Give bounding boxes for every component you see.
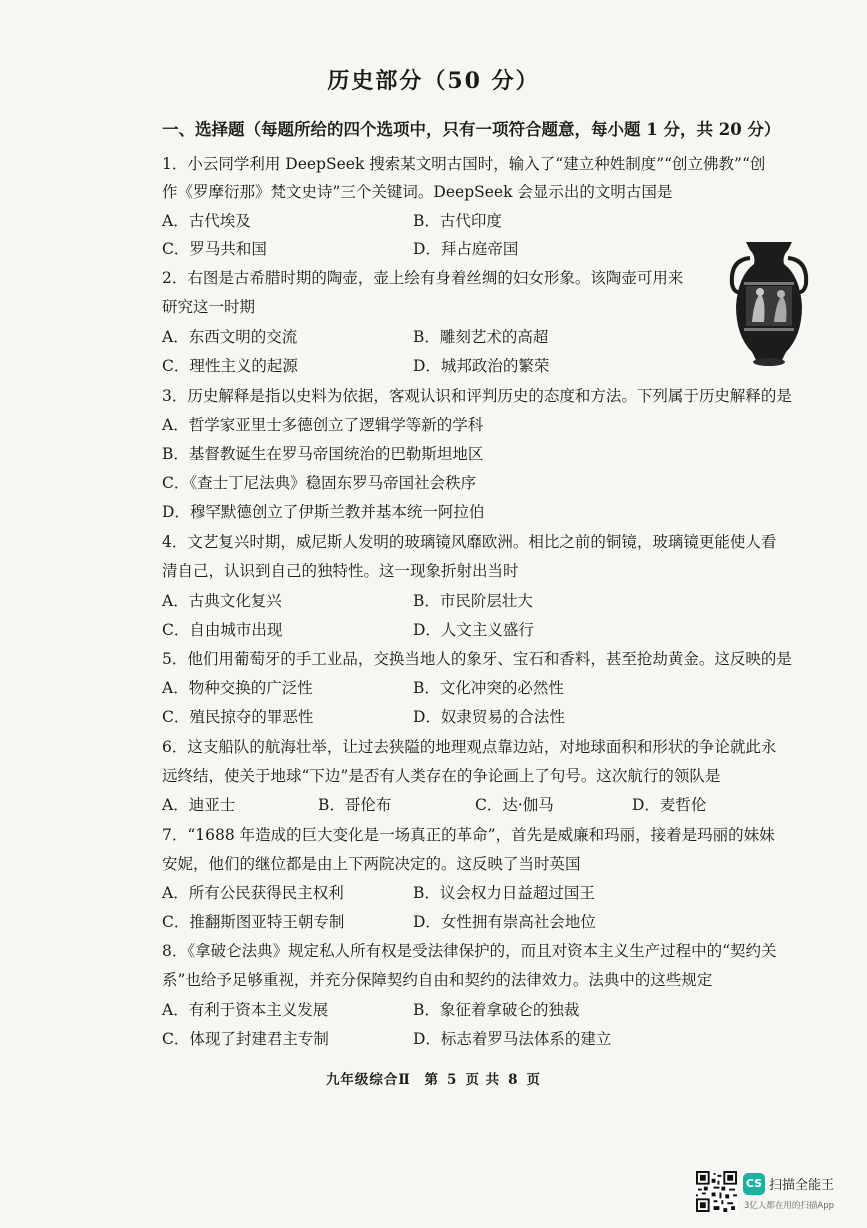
- q7-option-d: D．女性拥有崇高社会地位: [413, 913, 596, 931]
- footer-page-number: 5: [447, 1072, 458, 1088]
- q5-option-b: B．文化冲突的必然性: [413, 679, 564, 697]
- camscanner-logo-icon: CS: [743, 1173, 765, 1195]
- q8-option-d: D．标志着罗马法体系的建立: [413, 1030, 612, 1048]
- q6-option-a: A．迪亚士: [162, 796, 236, 814]
- q4-stem-line-2: 清自己，认识到自己的独特性。这一现象折射出当时: [162, 562, 519, 580]
- q8-stem-line-1: 8．《拿破仑法典》规定私人所有权是受法律保护的，而且对资本主义生产过程中的“契约关: [162, 942, 777, 960]
- q1-stem-line-2: 作《罗摩衍那》梵文史诗”三个关键词。DeepSeek 会显示出的文明古国是: [162, 183, 673, 201]
- q7-option-c: C．推翻斯图亚特王朝专制: [162, 913, 345, 931]
- footer-page-mid: 页 共: [465, 1072, 501, 1088]
- q3-option-c: C．《查士丁尼法典》稳固东罗马帝国社会秩序: [162, 474, 477, 492]
- q6-option-b: B．哥伦布: [318, 796, 392, 814]
- section-heading: 一、选择题（每题所给的四个选项中，只有一项符合题意，每小题 1 分，共 20 分）: [162, 120, 781, 139]
- q8-option-a: A．有利于资本主义发展: [162, 1001, 329, 1019]
- q1-option-d: D．拜占庭帝国: [413, 240, 519, 258]
- q6-option-c: C．达·伽马: [475, 796, 554, 814]
- camscanner-tagline: 3亿人都在用的扫描App: [744, 1201, 835, 1211]
- footer-page-prefix: 第: [424, 1072, 440, 1088]
- q4-option-d: D．人文主义盛行: [413, 621, 534, 639]
- q1-option-c: C．罗马共和国: [162, 240, 267, 258]
- q3-stem-line-1: 3．历史解释是指以史料为依据，客观认识和评判历史的态度和方法。下列属于历史解释的是: [162, 387, 792, 405]
- q1-option-b: B．古代印度: [413, 212, 502, 230]
- q8-stem-line-2: 系”也给予足够重视，并充分保障契约自由和契约的法律效力。法典中的这些规定: [162, 971, 713, 989]
- greek-pottery-vase-image: [724, 236, 814, 368]
- q4-option-c: C．自由城市出现: [162, 621, 283, 639]
- q3-option-d: D．穆罕默德创立了伊斯兰教并基本统一阿拉伯: [162, 503, 485, 521]
- q4-option-a: A．古典文化复兴: [162, 592, 282, 610]
- q2-stem-line-1: 2．右图是古希腊时期的陶壶，壶上绘有身着丝绸的妇女形象。该陶壶可用来: [162, 269, 684, 287]
- q7-stem-line-2: 安妮，他们的继位都是由上下两院决定的。这反映了当时英国: [162, 855, 581, 873]
- q7-stem-line-1: 7．“1688 年造成的巨大变化是一场真正的革命”，首先是威廉和玛丽，接着是玛丽的妹妹: [162, 826, 775, 844]
- q5-option-a: A．物种交换的广泛性: [162, 679, 313, 697]
- page-title: 历史部分（50 分）: [327, 68, 540, 94]
- camscanner-name: 扫描全能王: [769, 1178, 835, 1193]
- q2-stem-line-2: 研究这一时期: [162, 298, 256, 316]
- q4-stem-line-1: 4．文艺复兴时期，威尼斯人发明的玻璃镜风靡欧洲。相比之前的铜镜，玻璃镜更能使人看: [162, 533, 777, 551]
- q2-option-c: C．理性主义的起源: [162, 357, 298, 375]
- page-footer: [0, 1068, 867, 1088]
- footer-page-suffix: 页: [526, 1072, 542, 1088]
- q3-option-b: B．基督教诞生在罗马帝国统治的巴勒斯坦地区: [162, 445, 484, 463]
- q4-option-b: B．市民阶层壮大: [413, 592, 533, 610]
- q3-option-a: A．哲学家亚里士多德创立了逻辑学等新的学科: [162, 416, 484, 434]
- q6-stem-line-2: 远终结，使关于地球“下边”是否有人类存在的争论画上了句号。这次航行的领队是: [162, 767, 721, 785]
- q7-option-b: B．议会权力日益超过国王: [413, 884, 595, 902]
- q5-option-d: D．奴隶贸易的合法性: [413, 708, 565, 726]
- q1-option-a: A．古代埃及: [162, 212, 251, 230]
- q2-option-b: B．雕刻艺术的高超: [413, 328, 549, 346]
- q5-option-c: C．殖民掠夺的罪恶性: [162, 708, 314, 726]
- footer-total-pages: 8: [508, 1072, 519, 1088]
- q1-stem-line-1: 1．小云同学利用 DeepSeek 搜索某文明古国时，输入了“建立种姓制度”“创立佛教”“创: [162, 155, 766, 173]
- qr-code-icon: [696, 1171, 737, 1212]
- q6-stem-line-1: 6．这支船队的航海壮举，让过去狭隘的地理观点靠边站，对地球面积和形状的争论就此永: [162, 738, 777, 756]
- q6-option-d: D．麦哲伦: [632, 796, 707, 814]
- q7-option-a: A．所有公民获得民主权利: [162, 884, 344, 902]
- q5-stem-line-1: 5．他们用葡萄牙的手工业品，交换当地人的象牙、宝石和香料，甚至抢劫黄金。这反映的是: [162, 650, 792, 668]
- q2-option-a: A．东西文明的交流: [162, 328, 298, 346]
- q2-option-d: D．城邦政治的繁荣: [413, 357, 550, 375]
- q8-option-b: B．象征着拿破仑的独裁: [413, 1001, 580, 1019]
- q8-option-c: C．体现了封建君主专制: [162, 1030, 329, 1048]
- footer-grade: 九年级综合Ⅱ: [325, 1072, 411, 1088]
